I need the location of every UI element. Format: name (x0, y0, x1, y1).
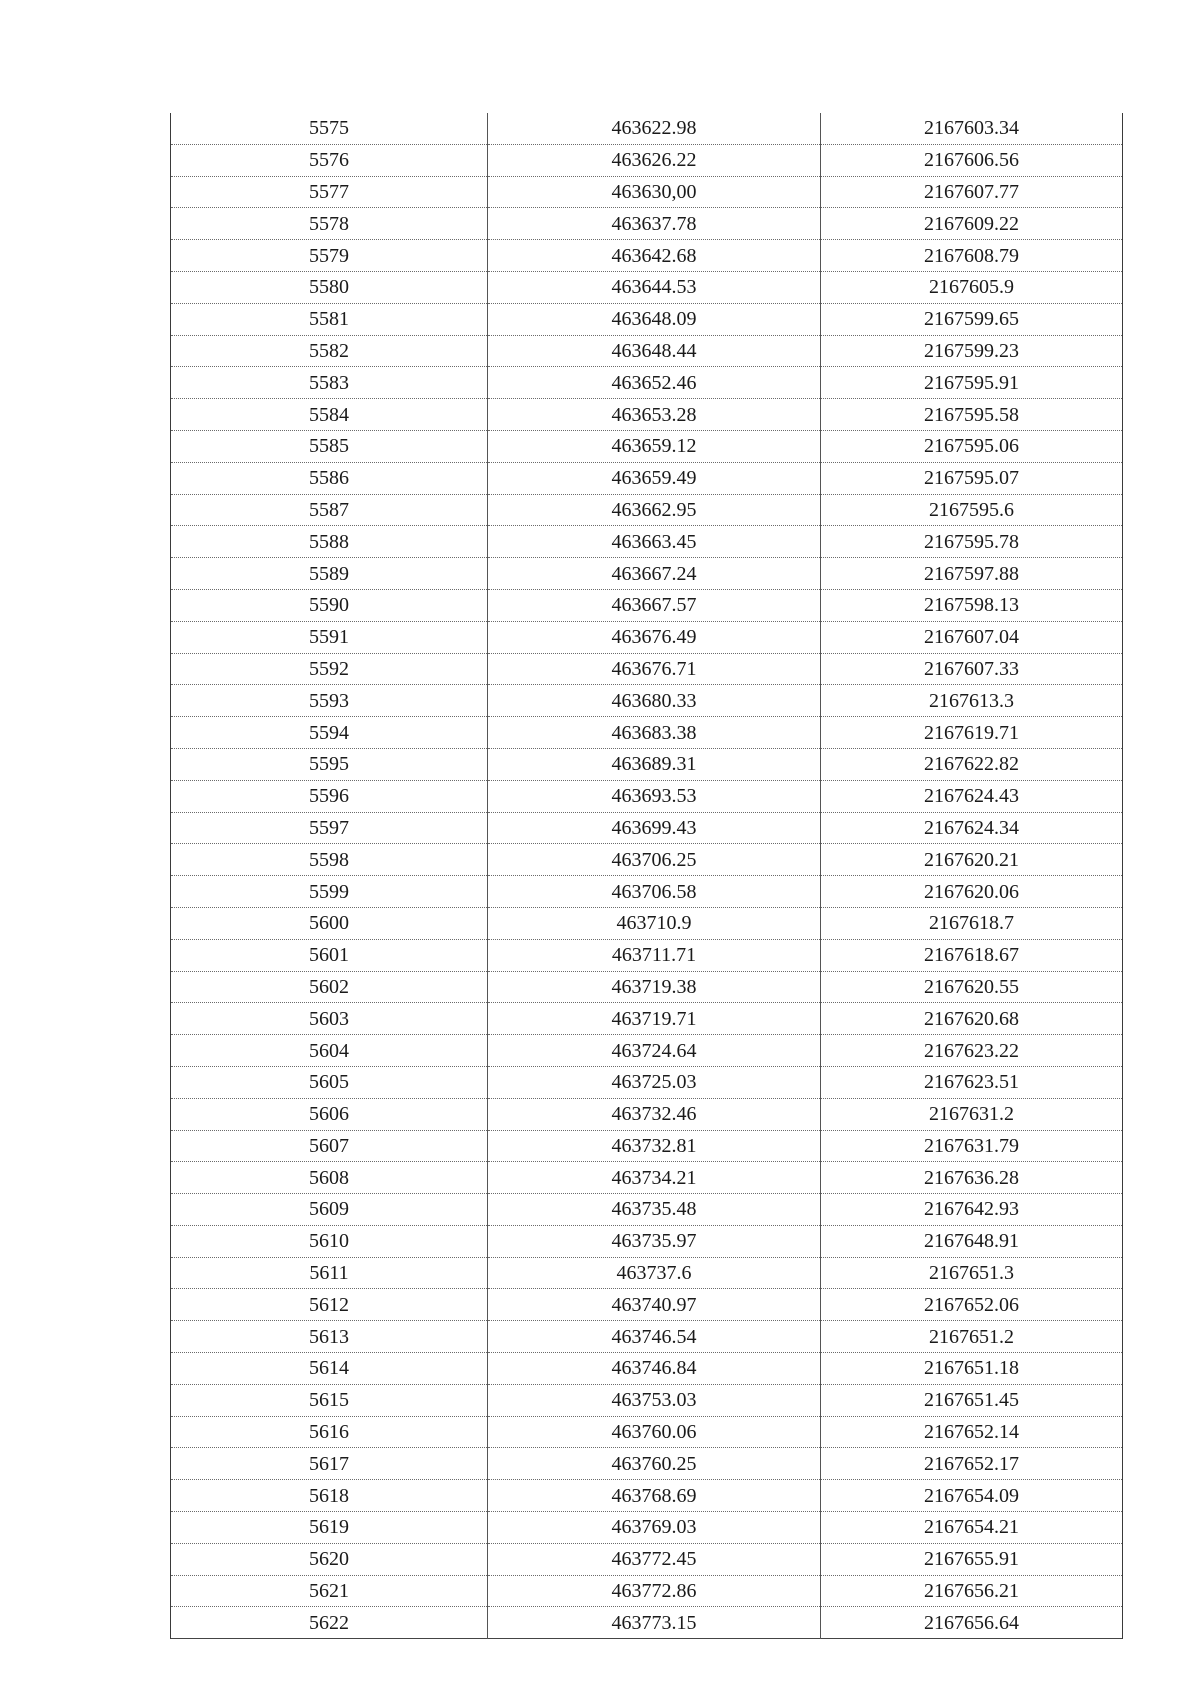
x-coordinate-cell: 463648.44 (488, 335, 821, 367)
table-row (171, 1480, 1123, 1512)
y-coordinate-cell: 2167652.14 (821, 1416, 1123, 1448)
table-row (171, 144, 1123, 176)
point-number-cell: 5607 (171, 1130, 488, 1162)
x-coordinate-cell: 463768.69 (488, 1480, 821, 1512)
point-number-cell: 5599 (171, 876, 488, 908)
table-row (171, 494, 1123, 526)
point-number-cell: 5581 (171, 303, 488, 335)
y-coordinate-cell: 2167599.65 (821, 303, 1123, 335)
y-coordinate-cell: 2167597.88 (821, 558, 1123, 590)
x-coordinate-cell: 463719.71 (488, 1003, 821, 1035)
x-coordinate-cell: 463622.98 (488, 113, 821, 144)
y-coordinate-cell: 2167651.2 (821, 1321, 1123, 1353)
table-row (171, 780, 1123, 812)
point-number-cell: 5579 (171, 240, 488, 272)
table-row (171, 1289, 1123, 1321)
table-row (171, 335, 1123, 367)
y-coordinate-cell: 2167620.55 (821, 971, 1123, 1003)
table-row (171, 1003, 1123, 1035)
point-number-cell: 5613 (171, 1321, 488, 1353)
y-coordinate-cell: 2167651.45 (821, 1384, 1123, 1416)
table-row (171, 812, 1123, 844)
point-number-cell: 5577 (171, 176, 488, 208)
x-coordinate-cell: 463706.25 (488, 844, 821, 876)
x-coordinate-cell: 463735.48 (488, 1194, 821, 1226)
coordinates-table-body (171, 113, 1123, 1639)
x-coordinate-cell: 463740.97 (488, 1289, 821, 1321)
y-coordinate-cell: 2167595.06 (821, 430, 1123, 462)
x-coordinate-cell: 463662.95 (488, 494, 821, 526)
x-coordinate-cell: 463734.21 (488, 1162, 821, 1194)
coordinates-table (170, 113, 1123, 1639)
y-coordinate-cell: 2167655.91 (821, 1543, 1123, 1575)
table-row (171, 1512, 1123, 1544)
table-row (171, 1575, 1123, 1607)
point-number-cell: 5605 (171, 1066, 488, 1098)
point-number-cell: 5604 (171, 1035, 488, 1067)
y-coordinate-cell: 2167613.3 (821, 685, 1123, 717)
table-row (171, 589, 1123, 621)
point-number-cell: 5619 (171, 1512, 488, 1544)
table-row (171, 1416, 1123, 1448)
x-coordinate-cell: 463663.45 (488, 526, 821, 558)
point-number-cell: 5598 (171, 844, 488, 876)
x-coordinate-cell: 463683.38 (488, 717, 821, 749)
x-coordinate-cell: 463772.45 (488, 1543, 821, 1575)
x-coordinate-cell: 463626.22 (488, 144, 821, 176)
table-row (171, 1162, 1123, 1194)
table-row (171, 176, 1123, 208)
table-row (171, 367, 1123, 399)
table-row (171, 1194, 1123, 1226)
y-coordinate-cell: 2167608.79 (821, 240, 1123, 272)
table-row (171, 1353, 1123, 1385)
table-row (171, 1448, 1123, 1480)
x-coordinate-cell: 463642.68 (488, 240, 821, 272)
x-coordinate-cell: 463699.43 (488, 812, 821, 844)
y-coordinate-cell: 2167656.64 (821, 1607, 1123, 1639)
y-coordinate-cell: 2167651.3 (821, 1257, 1123, 1289)
y-coordinate-cell: 2167607.33 (821, 653, 1123, 685)
table-row (171, 430, 1123, 462)
table-row (171, 907, 1123, 939)
y-coordinate-cell: 2167603.34 (821, 113, 1123, 144)
point-number-cell: 5616 (171, 1416, 488, 1448)
table-row (171, 208, 1123, 240)
x-coordinate-cell: 463746.54 (488, 1321, 821, 1353)
y-coordinate-cell: 2167595.91 (821, 367, 1123, 399)
x-coordinate-cell: 463746.84 (488, 1353, 821, 1385)
y-coordinate-cell: 2167656.21 (821, 1575, 1123, 1607)
x-coordinate-cell: 463725.03 (488, 1066, 821, 1098)
point-number-cell: 5597 (171, 812, 488, 844)
point-number-cell: 5588 (171, 526, 488, 558)
x-coordinate-cell: 463676.71 (488, 653, 821, 685)
x-coordinate-cell: 463732.46 (488, 1098, 821, 1130)
x-coordinate-cell: 463637.78 (488, 208, 821, 240)
point-number-cell: 5591 (171, 621, 488, 653)
y-coordinate-cell: 2167652.06 (821, 1289, 1123, 1321)
x-coordinate-cell: 463711.71 (488, 939, 821, 971)
x-coordinate-cell: 463773.15 (488, 1607, 821, 1639)
y-coordinate-cell: 2167654.21 (821, 1512, 1123, 1544)
table-row (171, 971, 1123, 1003)
y-coordinate-cell: 2167595.07 (821, 462, 1123, 494)
x-coordinate-cell: 463719.38 (488, 971, 821, 1003)
point-number-cell: 5585 (171, 430, 488, 462)
y-coordinate-cell: 2167654.09 (821, 1480, 1123, 1512)
x-coordinate-cell: 463769.03 (488, 1512, 821, 1544)
x-coordinate-cell: 463753.03 (488, 1384, 821, 1416)
y-coordinate-cell: 2167595.6 (821, 494, 1123, 526)
x-coordinate-cell: 463706.58 (488, 876, 821, 908)
point-number-cell: 5586 (171, 462, 488, 494)
x-coordinate-cell: 463760.25 (488, 1448, 821, 1480)
y-coordinate-cell: 2167648.91 (821, 1225, 1123, 1257)
point-number-cell: 5611 (171, 1257, 488, 1289)
table-row (171, 939, 1123, 971)
y-coordinate-cell: 2167631.2 (821, 1098, 1123, 1130)
point-number-cell: 5595 (171, 748, 488, 780)
table-row (171, 748, 1123, 780)
table-row (171, 1035, 1123, 1067)
table-row (171, 1130, 1123, 1162)
point-number-cell: 5575 (171, 113, 488, 144)
y-coordinate-cell: 2167606.56 (821, 144, 1123, 176)
point-number-cell: 5589 (171, 558, 488, 590)
point-number-cell: 5587 (171, 494, 488, 526)
x-coordinate-cell: 463680.33 (488, 685, 821, 717)
point-number-cell: 5600 (171, 907, 488, 939)
point-number-cell: 5594 (171, 717, 488, 749)
point-number-cell: 5617 (171, 1448, 488, 1480)
point-number-cell: 5620 (171, 1543, 488, 1575)
x-coordinate-cell: 463693.53 (488, 780, 821, 812)
table-row (171, 717, 1123, 749)
table-row (171, 526, 1123, 558)
x-coordinate-cell: 463652.46 (488, 367, 821, 399)
x-coordinate-cell: 463630,00 (488, 176, 821, 208)
table-row (171, 653, 1123, 685)
x-coordinate-cell: 463760.06 (488, 1416, 821, 1448)
y-coordinate-cell: 2167651.18 (821, 1353, 1123, 1385)
y-coordinate-cell: 2167605.9 (821, 271, 1123, 303)
point-number-cell: 5584 (171, 399, 488, 431)
y-coordinate-cell: 2167624.34 (821, 812, 1123, 844)
x-coordinate-cell: 463659.49 (488, 462, 821, 494)
y-coordinate-cell: 2167623.51 (821, 1066, 1123, 1098)
y-coordinate-cell: 2167618.7 (821, 907, 1123, 939)
y-coordinate-cell: 2167631.79 (821, 1130, 1123, 1162)
point-number-cell: 5621 (171, 1575, 488, 1607)
y-coordinate-cell: 2167595.78 (821, 526, 1123, 558)
y-coordinate-cell: 2167607.77 (821, 176, 1123, 208)
point-number-cell: 5590 (171, 589, 488, 621)
x-coordinate-cell: 463732.81 (488, 1130, 821, 1162)
y-coordinate-cell: 2167642.93 (821, 1194, 1123, 1226)
table-row (171, 1384, 1123, 1416)
x-coordinate-cell: 463735.97 (488, 1225, 821, 1257)
point-number-cell: 5580 (171, 271, 488, 303)
point-number-cell: 5608 (171, 1162, 488, 1194)
y-coordinate-cell: 2167618.67 (821, 939, 1123, 971)
table-row (171, 1225, 1123, 1257)
point-number-cell: 5615 (171, 1384, 488, 1416)
point-number-cell: 5578 (171, 208, 488, 240)
x-coordinate-cell: 463724.64 (488, 1035, 821, 1067)
point-number-cell: 5583 (171, 367, 488, 399)
x-coordinate-cell: 463772.86 (488, 1575, 821, 1607)
y-coordinate-cell: 2167636.28 (821, 1162, 1123, 1194)
y-coordinate-cell: 2167595.58 (821, 399, 1123, 431)
y-coordinate-cell: 2167598.13 (821, 589, 1123, 621)
x-coordinate-cell: 463648.09 (488, 303, 821, 335)
point-number-cell: 5596 (171, 780, 488, 812)
table-row (171, 1098, 1123, 1130)
point-number-cell: 5602 (171, 971, 488, 1003)
point-number-cell: 5593 (171, 685, 488, 717)
y-coordinate-cell: 2167652.17 (821, 1448, 1123, 1480)
y-coordinate-cell: 2167619.71 (821, 717, 1123, 749)
point-number-cell: 5603 (171, 1003, 488, 1035)
point-number-cell: 5576 (171, 144, 488, 176)
x-coordinate-cell: 463659.12 (488, 430, 821, 462)
point-number-cell: 5614 (171, 1353, 488, 1385)
table-row (171, 621, 1123, 653)
point-number-cell: 5592 (171, 653, 488, 685)
y-coordinate-cell: 2167620.21 (821, 844, 1123, 876)
table-row (171, 876, 1123, 908)
table-row (171, 844, 1123, 876)
x-coordinate-cell: 463644.53 (488, 271, 821, 303)
point-number-cell: 5622 (171, 1607, 488, 1639)
point-number-cell: 5582 (171, 335, 488, 367)
x-coordinate-cell: 463653.28 (488, 399, 821, 431)
y-coordinate-cell: 2167599.23 (821, 335, 1123, 367)
y-coordinate-cell: 2167622.82 (821, 748, 1123, 780)
x-coordinate-cell: 463676.49 (488, 621, 821, 653)
point-number-cell: 5601 (171, 939, 488, 971)
table-row (171, 240, 1123, 272)
x-coordinate-cell: 463667.57 (488, 589, 821, 621)
y-coordinate-cell: 2167609.22 (821, 208, 1123, 240)
y-coordinate-cell: 2167607.04 (821, 621, 1123, 653)
table-row (171, 399, 1123, 431)
y-coordinate-cell: 2167623.22 (821, 1035, 1123, 1067)
table-row (171, 1257, 1123, 1289)
point-number-cell: 5610 (171, 1225, 488, 1257)
table-row (171, 303, 1123, 335)
table-row (171, 1543, 1123, 1575)
point-number-cell: 5618 (171, 1480, 488, 1512)
table-row (171, 685, 1123, 717)
x-coordinate-cell: 463737.6 (488, 1257, 821, 1289)
table-row (171, 1066, 1123, 1098)
table-row (171, 558, 1123, 590)
x-coordinate-cell: 463689.31 (488, 748, 821, 780)
y-coordinate-cell: 2167620.06 (821, 876, 1123, 908)
table-row (171, 1607, 1123, 1639)
table-row (171, 113, 1123, 144)
point-number-cell: 5612 (171, 1289, 488, 1321)
y-coordinate-cell: 2167620.68 (821, 1003, 1123, 1035)
table-row (171, 462, 1123, 494)
point-number-cell: 5606 (171, 1098, 488, 1130)
point-number-cell: 5609 (171, 1194, 488, 1226)
x-coordinate-cell: 463667.24 (488, 558, 821, 590)
x-coordinate-cell: 463710.9 (488, 907, 821, 939)
table-row (171, 1321, 1123, 1353)
y-coordinate-cell: 2167624.43 (821, 780, 1123, 812)
table-row (171, 271, 1123, 303)
